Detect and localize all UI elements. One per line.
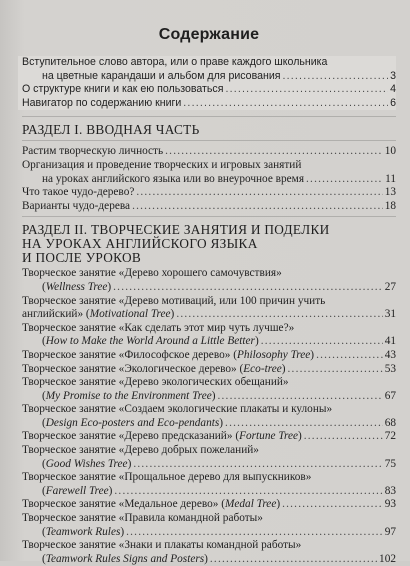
dot-leader [114,485,382,499]
toc-entry [22,295,396,322]
entry-last-line [22,145,396,159]
page-number: 83 [384,484,396,497]
entry-line: Творческое занятие «Знаки и плакаты командной работы» [22,539,302,552]
toc-entry [22,200,396,214]
entry-text [22,349,314,363]
dot-leader [183,97,388,111]
entry-text [22,430,302,444]
entry-line: Творческое занятие «Прощальное дерево для выпускников» [22,471,312,484]
entry-english-title: Teamwork Rules [45,525,121,538]
section-heading [22,223,396,265]
toc-entry [22,83,396,97]
entry-text-part: Творческое занятие «Экологическое дерево» ( [22,362,244,375]
toc-entry [22,159,396,186]
entry-line: Творческое занятие «Правила командной работы» [22,512,263,525]
page-number: 67 [384,389,396,402]
entry-last-line [22,173,396,187]
page-number: 41 [384,335,396,348]
entry-line: Творческое занятие «Дерево хорошего самочувствия» [22,267,282,280]
dot-leader [304,430,383,444]
entry-english-title: My Promise to the Environment Tree [45,389,212,402]
entry-last-line [22,308,396,322]
page-number: 13 [384,186,396,199]
entry-text-part: ( [42,335,46,348]
entry-text: Навигатор по содержанию книги [22,96,182,109]
entry-text-part: ( [42,484,46,497]
page-number: 18 [384,199,396,212]
page-number: 53 [384,362,396,375]
entry-english-title: Philosophy Tree [236,348,311,361]
intro-group [18,56,396,110]
section-heading [22,123,396,137]
entry-line: Творческое занятие «Как сделать этот мир чуть лучше?» [22,321,295,334]
entry-last-line [22,335,396,349]
dot-leader [136,186,382,200]
dot-leader [225,417,383,431]
page-title: Содержание [158,26,260,43]
toc-entry [22,97,396,111]
dot-leader [210,553,377,566]
section-2-entries [22,267,396,566]
toc-entry [22,376,396,403]
entry-text-part: ) [108,484,113,497]
entry-english-title: Motivational Tree [89,308,171,321]
entry-text [42,281,111,295]
entry-text [22,308,174,322]
entry-last-line [22,70,396,84]
entry-text-part: ) [254,335,259,348]
toc-entry [22,498,396,512]
entry-text-part: ) [107,280,112,293]
entry-text: Что такое чудо-дерево? [22,186,135,199]
page-number: 27 [384,280,396,293]
entry-english-title: Medal Tree [224,498,277,511]
dot-leader [133,458,382,472]
entry-text-part: ( [42,457,46,470]
entry-english-title: Eco-tree [243,362,282,375]
entry-text: на цветные карандаши и альбом для рисования [42,69,281,82]
entry-english-title: Teamwork Rules Signs and Posters [45,552,205,565]
toc-entry [22,349,396,363]
page-number: 102 [379,552,396,565]
page-number: 4 [390,83,396,96]
dot-leader [126,526,383,540]
entry-text-part: ) [204,552,208,565]
toc-entry [22,186,396,200]
entry-english-title: Good Wishes Tree [45,457,128,470]
entry-english-title: Fortune Tree [239,430,298,443]
entry-english-title: Farewell Tree [45,484,109,497]
page-number: 10 [384,145,396,158]
page-number: 75 [384,457,396,470]
page-number: 43 [384,348,396,361]
entry-text: Растим творческую личность [22,145,164,158]
entry-line: Творческое занятие «Дерево экологических обещаний» [22,376,289,389]
toc-entry [22,403,396,430]
toc-entry [22,363,396,377]
page-number: 93 [384,498,396,511]
dot-leader [282,498,383,512]
page-number: 31 [384,308,396,321]
dot-leader [261,335,383,349]
entry-last-line [22,363,396,377]
dot-leader [113,281,383,295]
entry-text-part: ) [127,457,132,470]
page-number: 11 [385,172,396,185]
page-number: 97 [384,525,396,538]
entry-line: Организация и проведение творческих и игровых занятий [22,158,302,171]
entry-text-part: ) [219,416,224,429]
toc-entry [22,512,396,539]
divider [22,116,396,117]
divider [22,216,396,217]
divider [22,140,396,141]
entry-text: О структуре книги и как ею пользоваться [22,83,224,96]
entry-english-title: How to Make the World Around a Little Better [45,335,255,348]
entry-text-part: Творческое занятие «Философское дерево» ( [22,348,237,361]
entry-line: Творческое занятие «Дерево мотиваций, или 100 причин учить [22,294,326,307]
entry-last-line [22,485,396,499]
entry-text-part: Творческое занятие «Дерево предсказаний» ( [22,430,240,443]
page-number: 68 [384,416,396,429]
dot-leader [218,390,383,404]
entry-text [22,498,280,512]
entry-last-line [22,553,396,566]
section-heading-line: РАЗДЕЛ II. ТВОРЧЕСКИЕ ЗАНЯТИЯ И ПОДЕЛКИ [22,222,330,238]
entry-text-part: ( [42,280,46,293]
entry-text [42,553,208,566]
entry-text [22,363,286,377]
entry-last-line [22,390,396,404]
toc-entry [22,430,396,444]
dot-leader [225,83,388,97]
entry-text-part: Творческое занятие «Медальное дерево» ( [22,498,225,511]
entry-text-part: ) [120,525,125,538]
entry-text [42,485,112,499]
toc-entry [22,56,396,83]
entry-last-line [22,458,396,472]
entry-last-line [22,97,396,111]
entry-text-part: ) [281,362,286,375]
dot-leader [288,363,383,377]
entry-text-part: ( [42,552,46,565]
page-number: 3 [390,69,396,82]
section-heading-line: РАЗДЕЛ I. ВВОДНАЯ ЧАСТЬ [22,122,200,138]
entry-last-line [22,200,396,214]
section-2 [22,223,396,566]
entry-text: на уроках английского языка или во внеурочное время [42,172,305,185]
toc-entry [22,444,396,471]
entry-line: Творческое занятие «Создаем экологические плакаты и кулоны» [22,403,333,416]
entry-text-part: ) [310,348,315,361]
entry-text [42,390,216,404]
entry-text [42,458,131,472]
entry-line: Творческое занятие «Дерево добрых пожеланий» [22,444,259,457]
section-heading-line: И ПОСЛЕ УРОКОВ [22,250,142,266]
page-number: 6 [390,96,396,109]
toc-entry [22,322,396,349]
entry-text-part: ) [297,430,302,443]
entry-last-line [22,430,396,444]
entry-last-line [22,417,396,431]
entry-last-line [22,83,396,97]
entry-text-part: ( [42,525,46,538]
dot-leader [306,173,383,187]
toc-entry [22,145,396,159]
entry-text [42,417,223,431]
entry-text-part: ( [42,416,46,429]
section-1 [22,123,396,213]
entry-english-title: Wellness Tree [45,280,108,293]
entry-english-title: Design Eco-posters and Eco-pendants [45,416,220,429]
toc-entry [22,471,396,498]
toc-entry [22,267,396,294]
entry-last-line [22,349,396,363]
entry-text: Варианты чудо-дерева [22,199,131,212]
dot-leader [316,349,383,363]
entry-text-part: ) [276,498,281,511]
entry-text-part: ( [42,389,46,402]
entry-text-part: английский» ( [22,308,90,321]
toc-entry [22,539,396,566]
section-heading-line: НА УРОКАХ АНГЛИЙСКОГО ЯЗЫКА [22,236,258,252]
entry-line: Вступительное слово автора, или о праве каждого школьника [22,56,328,68]
page-number: 72 [384,430,396,443]
dot-leader [176,308,382,322]
entry-last-line [22,281,396,295]
entry-last-line [22,186,396,200]
dot-leader [282,70,388,84]
entry-text-part: ) [170,308,175,321]
entry-text-part: ) [211,389,216,402]
entry-text [42,335,259,349]
entry-last-line [22,526,396,540]
dot-leader [132,200,383,214]
entry-text [42,526,124,540]
entry-last-line [22,498,396,512]
dot-leader [165,145,383,159]
